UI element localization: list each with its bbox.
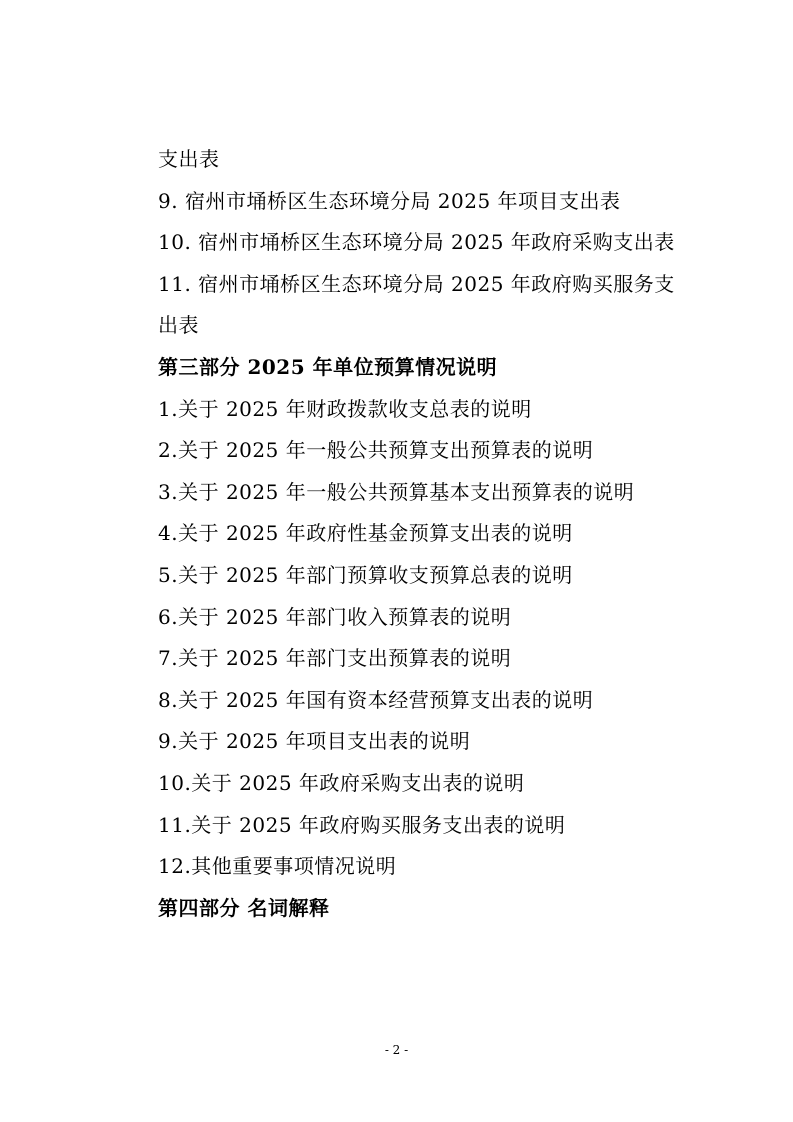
toc-line: 10. 宿州市埇桥区生态环境分局 2025 年政府采购支出表 — [158, 230, 675, 255]
toc-line: 支出表 — [158, 147, 220, 171]
toc-line: 2.关于 2025 年一般公共预算支出预算表的说明 — [158, 438, 594, 463]
toc-line: 4.关于 2025 年政府性基金预算支出表的说明 — [158, 521, 573, 546]
section-heading: 第四部分 名词解释 — [158, 895, 330, 920]
section-heading: 第三部分 2025 年单位预算情况说明 — [158, 354, 498, 379]
table-of-contents — [158, 139, 698, 929]
toc-line: 9.关于 2025 年项目支出表的说明 — [158, 729, 471, 754]
toc-line: 12.其他重要事项情况说明 — [158, 854, 397, 879]
toc-line: 8.关于 2025 年国有资本经营预算支出表的说明 — [158, 687, 594, 712]
toc-line: 6.关于 2025 年部门收入预算表的说明 — [158, 604, 512, 629]
toc-line: 7.关于 2025 年部门支出预算表的说明 — [158, 646, 512, 671]
toc-line: 5.关于 2025 年部门预算收支预算总表的说明 — [158, 562, 573, 587]
toc-line: 11.关于 2025 年政府购买服务支出表的说明 — [158, 812, 566, 837]
toc-line: 9. 宿州市埇桥区生态环境分局 2025 年项目支出表 — [158, 188, 621, 213]
toc-line: 1.关于 2025 年财政拨款收支总表的说明 — [158, 396, 532, 421]
toc-line: 10.关于 2025 年政府采购支出表的说明 — [158, 770, 525, 795]
toc-line: 11. 宿州市埇桥区生态环境分局 2025 年政府购买服务支 — [158, 271, 675, 296]
page-number: - 2 - — [384, 1043, 409, 1057]
toc-line: 出表 — [158, 313, 199, 338]
toc-line: 3.关于 2025 年一般公共预算基本支出预算表的说明 — [158, 479, 635, 504]
